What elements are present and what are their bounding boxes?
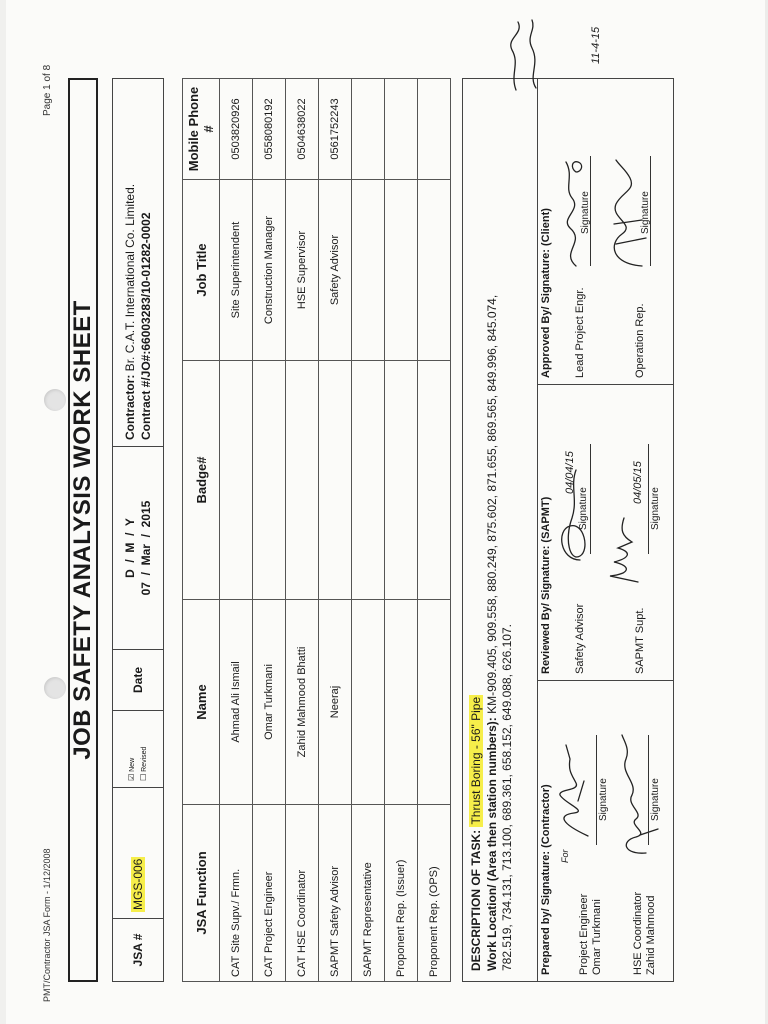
row-badge: [385, 361, 418, 600]
engineer-signature-line: [596, 735, 597, 845]
row-badge: [220, 361, 253, 600]
row-function: SAPMT Representative: [352, 805, 385, 982]
task-value: Thrust Boring - 56" Pipe: [469, 696, 483, 825]
row-name: Omar Turkmani: [253, 600, 286, 805]
col-name: Name: [183, 600, 220, 805]
location-line2: 782.519, 734.131, 713.100, 689.361, 658.152, 649.088, 626.107.: [500, 624, 514, 971]
hse-signature-label: Signature: [650, 778, 661, 821]
hse-signature-line: [648, 735, 649, 845]
row-phone: 0561752243: [319, 79, 352, 180]
approved-section: [538, 79, 674, 385]
col-jsa-function: JSA Function: [183, 805, 220, 982]
row-phone: 0503820926: [220, 79, 253, 180]
contract-value: 66003283/10-01282-0002: [139, 212, 153, 351]
row-phone: [418, 79, 451, 180]
row-phone: [352, 79, 385, 180]
work-location: [485, 91, 515, 971]
row-name: [352, 600, 385, 805]
row-job-title: Construction Manager: [253, 180, 286, 361]
row-badge: [319, 361, 352, 600]
for-note: For: [560, 849, 570, 863]
table-row: [286, 79, 319, 982]
jsa-label: JSA #: [113, 919, 164, 982]
row-job-title: [418, 180, 451, 361]
row-phone: [385, 79, 418, 180]
form-reference: PMT/Contractor JSA Form - 1/12/2008: [42, 848, 52, 1002]
row-job-title: Safety Advisor: [319, 180, 352, 361]
table-row: [385, 79, 418, 982]
revised-checkbox: ☐: [139, 773, 148, 781]
revised-option: ☐ Revised: [139, 746, 148, 781]
table-row: [352, 79, 385, 982]
row-function: CAT HSE Coordinator: [286, 805, 319, 982]
row-job-title: [385, 180, 418, 361]
row-phone: 0558080192: [253, 79, 286, 180]
date-cell: [113, 447, 164, 650]
reviewed-section: [538, 385, 674, 681]
task-signoff-block: [462, 78, 674, 982]
location-line1: KM-909.405, 909.558, 880.249, 875.602, 871.655, 869.565, 849.996, 845.074,: [485, 294, 499, 714]
task-label: DESCRIPTION OF TASK:: [469, 829, 483, 971]
prepared-section: [538, 681, 674, 981]
row-name: [418, 600, 451, 805]
new-checkbox: ☑: [127, 773, 136, 781]
row-name: Zahid Mahmood Bhatti: [286, 600, 319, 805]
header-table: [112, 78, 164, 982]
approved-role-ops: Operation Rep.: [634, 303, 646, 378]
margin-signature: [506, 14, 586, 94]
page-title: JOB SAFETY ANALYSIS WORK SHEET: [69, 300, 96, 760]
contractor-cell: [113, 79, 164, 447]
lead-signature-label: Signature: [580, 191, 591, 234]
prepared-role-hse: HSE Coordinator Zahid Mahmood: [632, 891, 657, 975]
safety-signature-label: Signature: [578, 487, 589, 530]
col-mobile-phone: Mobile Phone #: [183, 79, 220, 180]
engineer-signature: [554, 731, 596, 841]
row-badge: [286, 361, 319, 600]
reviewed-label: Reviewed By/ Signature: (SAPMT): [540, 496, 552, 674]
row-job-title: HSE Supervisor: [286, 180, 319, 361]
supt-signature-line: [648, 444, 649, 554]
status-cell: [113, 711, 164, 788]
table-row: [418, 79, 451, 982]
row-job-title: Site Superintendent: [220, 180, 253, 361]
row-phone: 0504638022: [286, 79, 319, 180]
approved-role-lead: Lead Project Engr.: [574, 287, 586, 378]
contractor-value: Br. C.A.T. International Co. Limited.: [123, 183, 137, 372]
row-name: Ahmad Ali Ismail: [220, 600, 253, 805]
safety-signature-line: [590, 444, 591, 554]
approved-label: Approved By/ Signature: (Client): [540, 208, 552, 378]
row-name: [385, 600, 418, 805]
col-badge: Badge#: [183, 361, 220, 600]
supt-signature-label: Signature: [650, 487, 661, 530]
engineer-signature-label: Signature: [598, 778, 609, 821]
row-function: Proponent Rep. (Issuer): [385, 805, 418, 982]
prepared-label: Prepared by/ Signature: (Contractor): [540, 784, 552, 975]
row-badge: [352, 361, 385, 600]
table-header-row: [183, 79, 220, 982]
col-job-title: Job Title: [183, 180, 220, 361]
reviewed-role-supt: SAPMT Supt.: [634, 607, 646, 674]
handwritten-date-2: 04/05/15: [632, 461, 644, 504]
contract-label: Contract #/JO#:: [139, 350, 153, 440]
date-label: Date: [113, 650, 164, 711]
contractor-label: Contractor:: [123, 374, 137, 440]
page-number: Page 1 of 8: [42, 64, 53, 116]
table-row: [220, 79, 253, 982]
supt-signature: [602, 498, 646, 588]
table-row: [319, 79, 352, 982]
row-function: CAT Site Supv./ Frmn.: [220, 805, 253, 982]
jsa-number-cell: [113, 788, 164, 919]
location-label: Work Location/ (Area then station numbers):: [485, 717, 499, 971]
row-function: SAPMT Safety Advisor: [319, 805, 352, 982]
personnel-table: [182, 78, 451, 982]
task-description: [469, 695, 483, 971]
date-format: D / M / Y: [123, 518, 137, 578]
handwritten-date-1: 04/04/15: [564, 451, 576, 494]
title-box: [68, 78, 98, 982]
prepared-role-engineer: Project Engineer Omar Turkmani: [578, 893, 603, 975]
row-badge: [418, 361, 451, 600]
table-row: [253, 79, 286, 982]
row-function: Proponent Rep. (OPS): [418, 805, 451, 982]
row-badge: [253, 361, 286, 600]
margin-date: 11-4-15: [590, 26, 602, 64]
new-option: ☑ New: [127, 757, 136, 781]
ops-signature-label: Signature: [640, 191, 651, 234]
row-function: CAT Project Engineer: [253, 805, 286, 982]
reviewed-role-safety: Safety Advisor: [574, 603, 586, 674]
jsa-number: MGS-006: [131, 858, 145, 910]
date-value: 07 / Mar / 2015: [139, 500, 153, 596]
signature-row: [537, 79, 674, 981]
row-name: Neeraj: [319, 600, 352, 805]
row-job-title: [352, 180, 385, 361]
